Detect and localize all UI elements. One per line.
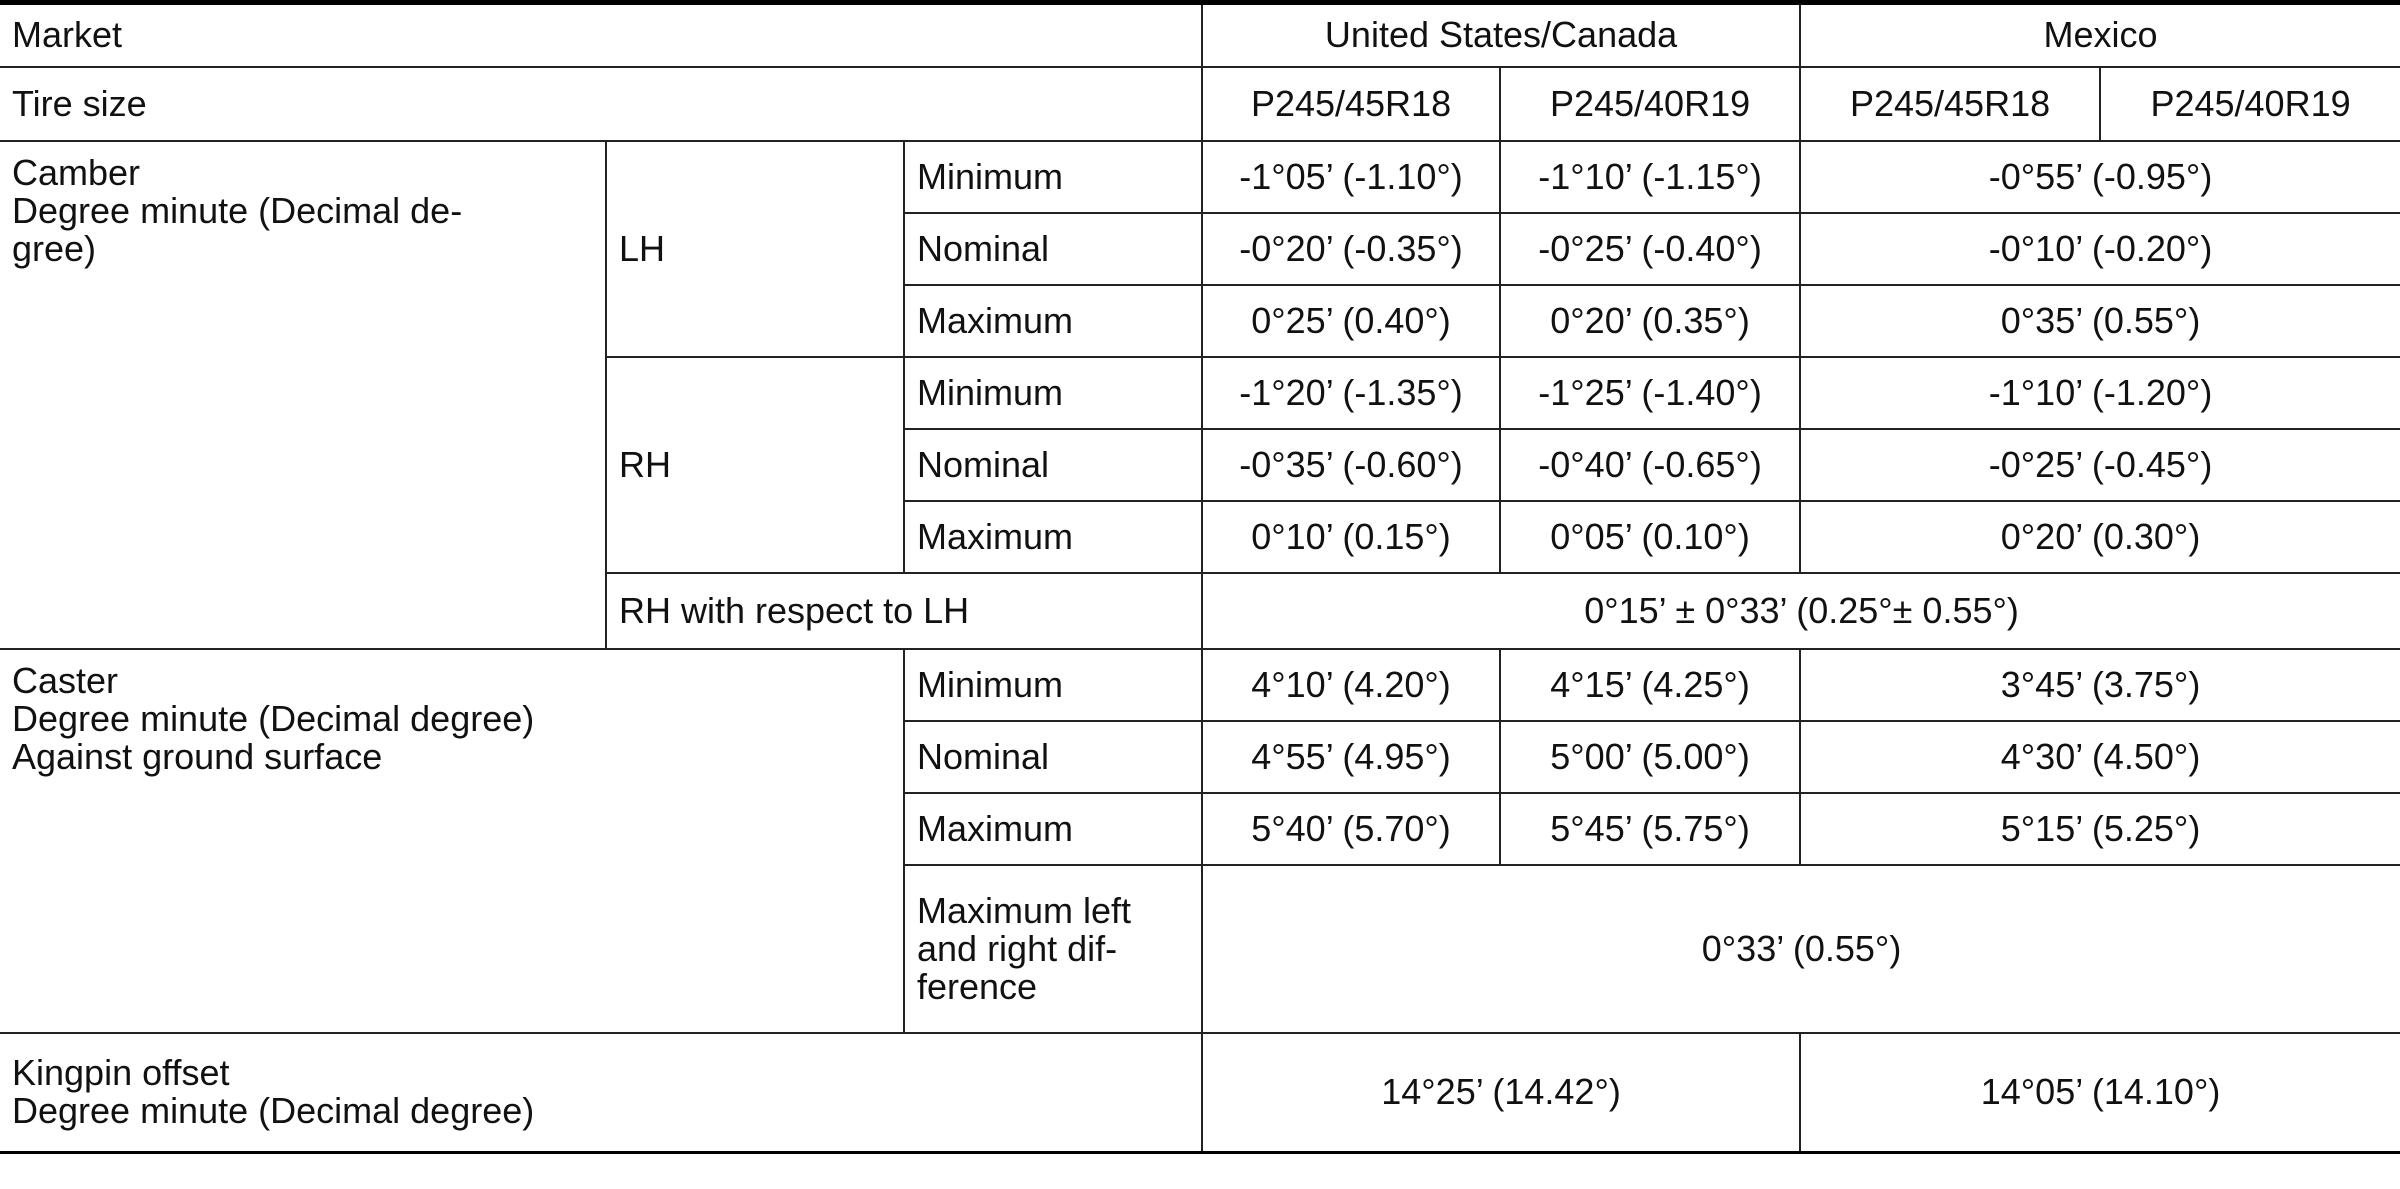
tire-mx-2: P245/40R19 — [2100, 67, 2400, 141]
camber-title: Camber — [12, 151, 141, 193]
value-cell: -1°10’ (-1.15°) — [1500, 141, 1800, 213]
kingpin-us-value: 14°25’ (14.42°) — [1202, 1033, 1800, 1153]
kingpin-subtitle: Degree minute (Decimal degree) — [12, 1090, 535, 1132]
tire-us-2: P245/40R19 — [1500, 67, 1800, 141]
row-label: Maximum — [904, 793, 1202, 865]
value-cell: -1°10’ (-1.20°) — [1800, 357, 2400, 429]
value-cell: -1°25’ (-1.40°) — [1500, 357, 1800, 429]
value-cell: 0°10’ (0.15°) — [1202, 501, 1500, 573]
market-row — [0, 3, 2400, 67]
value-cell: 5°15’ (5.25°) — [1800, 793, 2400, 865]
value-cell: 4°55’ (4.95°) — [1202, 721, 1500, 793]
value-cell: 5°00’ (5.00°) — [1500, 721, 1800, 793]
row-label: Minimum — [904, 649, 1202, 721]
value-cell: -0°25’ (-0.45°) — [1800, 429, 2400, 501]
max-diff-label — [904, 865, 1202, 1033]
row-label: Nominal — [904, 429, 1202, 501]
max-diff-line-2: and right dif- — [917, 927, 1118, 969]
value-cell: -0°40’ (-0.65°) — [1500, 429, 1800, 501]
value-cell: -1°05’ (-1.10°) — [1202, 141, 1500, 213]
row-label: Nominal — [904, 721, 1202, 793]
max-diff-value: 0°33’ (0.55°) — [1202, 865, 2400, 1033]
caster-subtitle-1: Degree minute (Decimal degree) — [12, 697, 535, 739]
value-cell: -1°20’ (-1.35°) — [1202, 357, 1500, 429]
camber-rh-label: RH — [606, 357, 904, 573]
camber-heading — [0, 141, 606, 649]
value-cell: -0°10’ (-0.20°) — [1800, 213, 2400, 285]
value-cell: 0°35’ (0.55°) — [1800, 285, 2400, 357]
value-cell: 0°25’ (0.40°) — [1202, 285, 1500, 357]
caster-subtitle-2: Against ground surface — [12, 735, 383, 777]
table-row — [0, 141, 2400, 213]
caster-heading — [0, 649, 904, 1033]
value-cell: -0°25’ (-0.40°) — [1500, 213, 1800, 285]
value-cell: -0°35’ (-0.60°) — [1202, 429, 1500, 501]
table-row — [0, 1033, 2400, 1153]
value-cell: 3°45’ (3.75°) — [1800, 649, 2400, 721]
kingpin-heading — [0, 1033, 1202, 1153]
tire-us-1: P245/45R18 — [1202, 67, 1500, 141]
value-cell: 5°45’ (5.75°) — [1500, 793, 1800, 865]
value-cell: 4°10’ (4.20°) — [1202, 649, 1500, 721]
camber-subtitle-2: gree) — [12, 227, 97, 269]
value-cell: 0°20’ (0.30°) — [1800, 501, 2400, 573]
value-cell: -0°55’ (-0.95°) — [1800, 141, 2400, 213]
tire-mx-1: P245/45R18 — [1800, 67, 2100, 141]
kingpin-title: Kingpin offset — [12, 1052, 230, 1094]
market-mexico: Mexico — [1800, 3, 2400, 67]
market-us-canada: United States/Canada — [1202, 3, 1800, 67]
caster-title: Caster — [12, 659, 119, 701]
max-diff-line-3: ference — [917, 965, 1038, 1007]
kingpin-mx-value: 14°05’ (14.10°) — [1800, 1033, 2400, 1153]
camber-lh-label: LH — [606, 141, 904, 357]
market-label: Market — [0, 3, 1202, 67]
value-cell: 0°20’ (0.35°) — [1500, 285, 1800, 357]
value-cell: 4°15’ (4.25°) — [1500, 649, 1800, 721]
tire-size-row — [0, 67, 2400, 141]
rh-wrt-lh-label: RH with respect to LH — [606, 573, 1202, 649]
row-label: Minimum — [904, 357, 1202, 429]
row-label: Minimum — [904, 141, 1202, 213]
value-cell: 0°05’ (0.10°) — [1500, 501, 1800, 573]
value-cell: -0°20’ (-0.35°) — [1202, 213, 1500, 285]
table-row — [0, 649, 2400, 721]
value-cell: 4°30’ (4.50°) — [1800, 721, 2400, 793]
row-label: Maximum — [904, 501, 1202, 573]
max-diff-line-1: Maximum left — [917, 889, 1132, 931]
rh-wrt-lh-value: 0°15’ ± 0°33’ (0.25°± 0.55°) — [1202, 573, 2400, 649]
camber-subtitle-1: Degree minute (Decimal de- — [12, 189, 463, 231]
value-cell: 5°40’ (5.70°) — [1202, 793, 1500, 865]
row-label: Nominal — [904, 213, 1202, 285]
tire-size-label: Tire size — [0, 67, 1202, 141]
row-label: Maximum — [904, 285, 1202, 357]
